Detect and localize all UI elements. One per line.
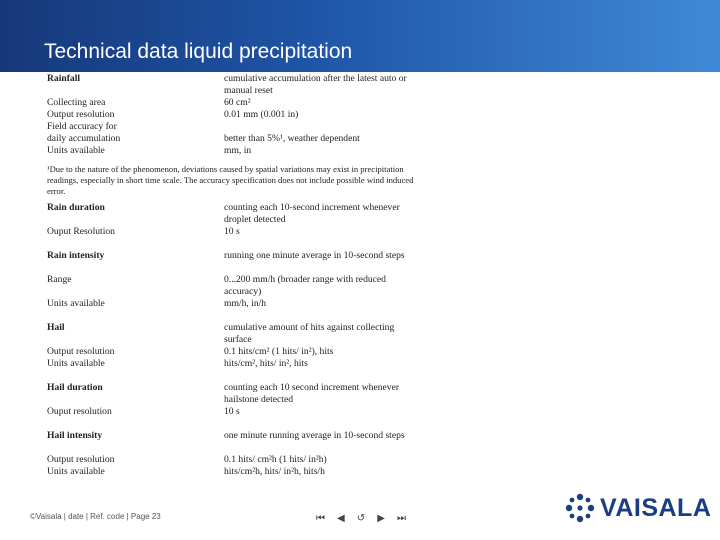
- spec-value: 0...200 mm/h (broader range with reduced: [224, 274, 386, 285]
- spec-label: Units available: [47, 358, 105, 369]
- footnote-line: ¹Due to the nature of the phenomenon, deviations caused by spatial variations may exist in precipitation: [47, 164, 404, 174]
- spec-value: 0.1 hits/cm² (1 hits/ in²), hits: [224, 346, 334, 357]
- spec-label: Hail duration: [47, 382, 103, 393]
- spec-label: Ouput Resolution: [47, 226, 115, 237]
- spec-label: Field accuracy for: [47, 121, 117, 132]
- spec-label: Rainfall: [47, 73, 81, 84]
- spec-label: Units available: [47, 466, 105, 477]
- rain-duration-section: [47, 202, 447, 238]
- spec-row: [47, 382, 447, 394]
- spec-row: [47, 133, 447, 145]
- spec-value: 60 cm²: [224, 97, 251, 108]
- spec-value: 10 s: [224, 226, 240, 237]
- footnote: [47, 164, 432, 197]
- spec-row: [47, 322, 447, 334]
- hail-output-section: [47, 454, 447, 478]
- spec-label: Range: [47, 274, 72, 285]
- spec-row: [47, 286, 447, 298]
- spec-row: [47, 73, 447, 85]
- hail-section: [47, 322, 447, 370]
- spec-row: [47, 145, 447, 157]
- spec-value: 10 s: [224, 406, 240, 417]
- spec-value: counting each 10 second increment whenever: [224, 382, 400, 393]
- footnote-line: error.: [47, 186, 66, 196]
- hail-duration-section: [47, 382, 447, 418]
- slide-title: Technical data liquid precipitation: [44, 40, 353, 63]
- spec-value: 0.1 hits/ cm²h (1 hits/ in²h): [224, 454, 327, 465]
- spec-value: mm, in: [224, 145, 252, 156]
- next-page-icon[interactable]: ▶: [377, 512, 385, 524]
- spec-label: Rain duration: [47, 202, 105, 213]
- spec-value: accuracy): [224, 286, 262, 297]
- spec-value: one minute running average in 10-second steps: [224, 430, 405, 441]
- spec-row: [47, 454, 447, 466]
- spec-value: manual reset: [224, 85, 273, 96]
- spec-row: [47, 97, 447, 109]
- first-page-icon[interactable]: ⏮: [316, 512, 325, 524]
- footnote-line: readings, especially in short time scale. The accuracy specification does not include possible wind induced: [47, 175, 414, 185]
- spec-row: [47, 250, 447, 262]
- spec-label: Hail: [47, 322, 65, 333]
- slide-navigation: [316, 511, 406, 525]
- vaisala-logo-icon: [565, 493, 595, 523]
- rain-intensity-section: [47, 250, 447, 262]
- rainfall-section: [47, 73, 447, 157]
- spec-row: [47, 85, 447, 97]
- spec-row: [47, 214, 447, 226]
- spec-label: daily accumulation: [47, 133, 121, 144]
- spec-value: cumulative amount of hits against collecting: [224, 322, 395, 333]
- spec-value: surface: [224, 334, 252, 345]
- spec-row: [47, 298, 447, 310]
- spec-value: running one minute average in 10-second steps: [224, 250, 405, 261]
- range-section: [47, 274, 447, 310]
- spec-content: [47, 73, 447, 478]
- spec-value: droplet detected: [224, 214, 286, 225]
- spec-value: hailstone detected: [224, 394, 293, 405]
- footer-text: ©Vaisala | date | Ref. code | Page 23: [30, 512, 161, 521]
- spec-value: hits/cm²h, hits/ in²h, hits/h: [224, 466, 325, 477]
- spec-label: Collecting area: [47, 97, 106, 108]
- spec-row: [47, 406, 447, 418]
- spec-label: Units available: [47, 145, 105, 156]
- slide-header: [0, 0, 720, 72]
- spec-label: Output resolution: [47, 346, 115, 357]
- spec-row: [47, 109, 447, 121]
- spec-value: 0.01 mm (0.001 in): [224, 109, 299, 120]
- spec-label: Ouput resolution: [47, 406, 112, 417]
- spec-value: counting each 10-second increment whenever: [224, 202, 400, 213]
- spec-row: [47, 202, 447, 214]
- spec-row: [47, 358, 447, 370]
- spec-value: mm/h, in/h: [224, 298, 267, 309]
- spec-row: [47, 274, 447, 286]
- spec-label: Output resolution: [47, 109, 115, 120]
- spec-label: Units available: [47, 298, 105, 309]
- spec-row: [47, 226, 447, 238]
- spec-label: Output resolution: [47, 454, 115, 465]
- spec-row: [47, 334, 447, 346]
- vaisala-logo: [565, 493, 711, 523]
- spec-value: hits/cm², hits/ in², hits: [224, 358, 308, 369]
- spec-row: [47, 430, 447, 442]
- spec-row: [47, 346, 447, 358]
- spec-row: [47, 121, 447, 133]
- spec-row: [47, 394, 447, 406]
- hail-intensity-section: [47, 430, 447, 442]
- prev-page-icon[interactable]: ◀: [337, 512, 345, 524]
- spec-label: Rain intensity: [47, 250, 105, 261]
- spec-label: Hail intensity: [47, 430, 103, 441]
- last-page-icon[interactable]: ⏭: [396, 512, 406, 524]
- spec-row: [47, 466, 447, 478]
- spec-value: cumulative accumulation after the latest auto or: [224, 73, 407, 84]
- vaisala-logo-text: VAISALA: [600, 493, 712, 522]
- spec-value: better than 5%¹, weather dependent: [224, 133, 360, 144]
- return-icon[interactable]: ↺: [356, 512, 366, 524]
